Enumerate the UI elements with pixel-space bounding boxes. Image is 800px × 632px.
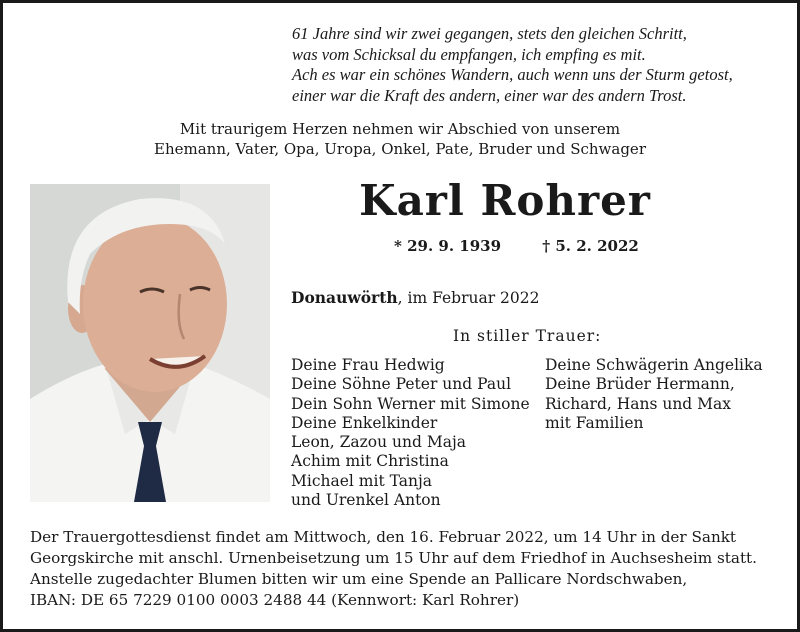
mourner-line: Achim mit Christina — [291, 452, 449, 471]
portrait-illustration — [30, 184, 270, 502]
birth-date: * 29. 9. 1939 — [394, 237, 502, 255]
mourner-line: Leon, Zazou und Maja — [291, 433, 467, 452]
memorial-poem — [292, 24, 733, 106]
mourner-line: Michael mit Tanja — [291, 471, 433, 490]
poem-line: 61 Jahre sind wir zwei gegangen, stets den gleichen Schritt, — [292, 24, 687, 43]
intro-line: Ehemann, Vater, Opa, Uropa, Onkel, Pate, Bruder und Schwager — [154, 139, 646, 158]
mourners-right-column — [545, 356, 763, 433]
footer-line: Anstelle zugedachter Blumen bitten wir um eine Spende an Pallicare Nordschwaben, — [30, 570, 688, 588]
mourner-line: Richard, Hans und Max — [545, 394, 732, 413]
mourner-line: Deine Söhne Peter und Paul — [291, 375, 512, 394]
mourner-line: Deine Frau Hedwig — [291, 356, 445, 374]
mourner-line: und Urenkel Anton — [291, 491, 441, 510]
portrait-photo — [30, 184, 270, 502]
deceased-name: Karl Rohrer — [359, 176, 651, 225]
footer-line: Der Trauergottesdienst findet am Mittwoch, den 16. Februar 2022, um 14 Uhr in der Sankt — [30, 528, 737, 546]
mourning-heading: In stiller Trauer: — [453, 327, 602, 345]
mourner-line: mit Familien — [545, 413, 644, 432]
footer-line: IBAN: DE 65 7229 0100 0003 2488 44 (Kennwort: Karl Rohrer) — [30, 591, 520, 609]
mourner-line: Deine Brüder Hermann, — [545, 375, 735, 394]
mourners-left-column — [291, 356, 530, 510]
life-dates — [394, 237, 639, 255]
intro-line: Mit traurigem Herzen nehmen wir Abschied von unserem — [179, 120, 621, 138]
mourner-line: Dein Sohn Werner mit Simone — [291, 394, 530, 413]
poem-line: einer war die Kraft des andern, einer war des andern Trost. — [292, 85, 687, 105]
farewell-intro — [0, 120, 800, 159]
mourner-line: Deine Enkelkinder — [291, 413, 438, 432]
death-date: † 5. 2. 2022 — [542, 237, 639, 255]
place-and-date — [291, 288, 540, 307]
poem-line: was vom Schicksal du empfangen, ich empfing es mit. — [292, 44, 646, 64]
footer-line: Georgskirche mit anschl. Urnenbeisetzung um 15 Uhr auf dem Friedhof in Auchsesheim statt. — [30, 549, 757, 567]
place-name: Donauwörth — [291, 288, 398, 307]
place-date: , im Februar 2022 — [397, 289, 540, 307]
poem-line: Ach es war ein schönes Wandern, auch wenn uns der Sturm getost, — [292, 65, 733, 84]
mourner-line: Deine Schwägerin Angelika — [545, 356, 763, 374]
service-details — [30, 527, 780, 611]
